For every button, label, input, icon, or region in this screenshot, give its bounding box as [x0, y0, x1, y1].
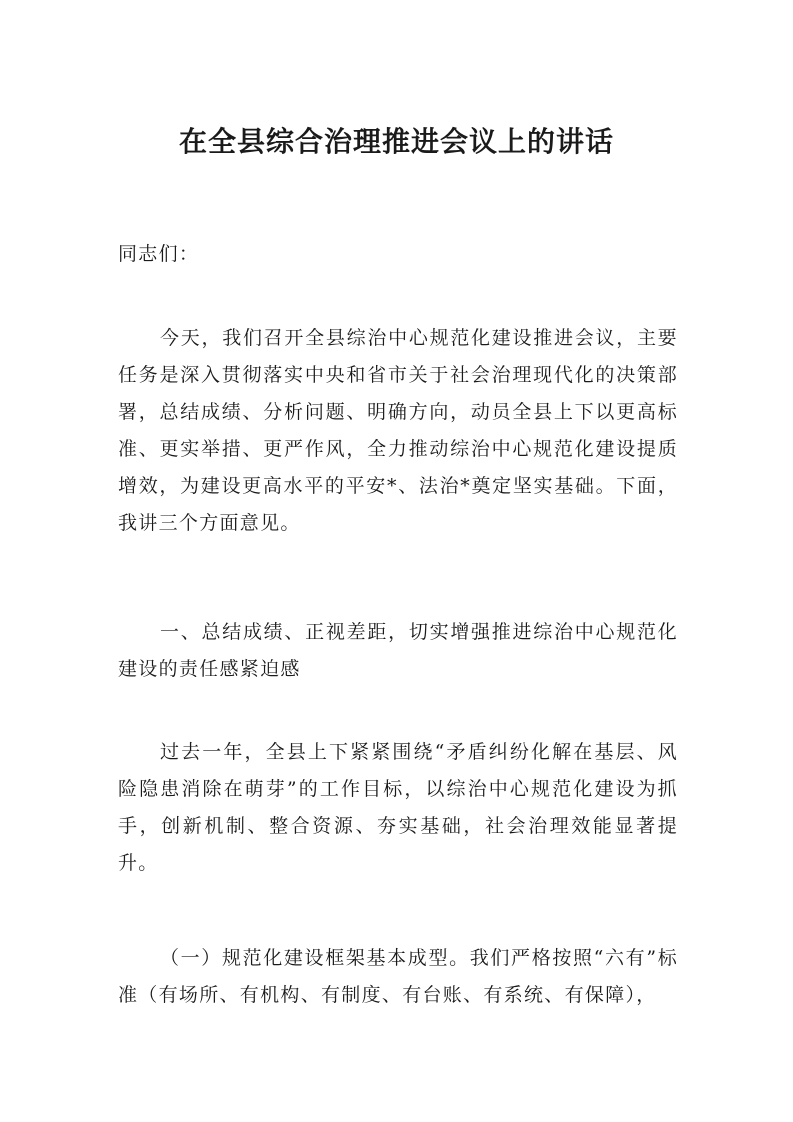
document-title: 在全县综合治理推进会议上的讲话	[178, 125, 614, 158]
salutation: 同志们：	[118, 243, 200, 265]
paragraph-subsection-1: （一）规范化建设框架基本成型。我们严格按照“六有”标准（有场所、有机构、有制度、有台账、有系统、有保障），	[118, 947, 678, 1006]
paragraph-intro: 今天，我们召开全县综治中心规范化建设推进会议，主要任务是深入贯彻落实中央和省市关于社会治理现代化的决策部署，总结成绩、分析问题、明确方向，动员全县上下以更高标准、更实举措、更严作风，全力推动综治中心规范化建设提质增效，为建设更高水平的平安*、法治*奠定坚实基础。下面，我讲三个方面意见。	[118, 327, 678, 534]
section-heading-1: 一、总结成绩、正视差距，切实增强推进综治中心规范化建设的责任感紧迫感	[118, 621, 678, 680]
paragraph-past-year: 过去一年，全县上下紧紧围绕“矛盾纠纷化解在基层、风险隐患消除在萌芽”的工作目标，以综治中心规范化建设为抓手，创新机制、整合资源、夯实基础，社会治理效能显著提升。	[118, 741, 678, 874]
